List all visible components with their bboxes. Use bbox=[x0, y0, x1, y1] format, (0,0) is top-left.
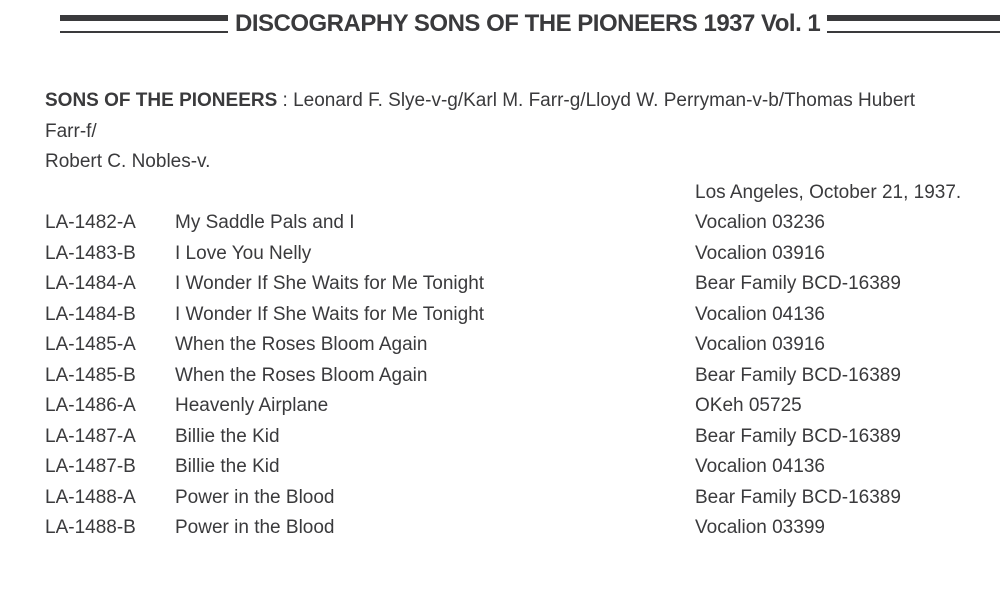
matrix-number: LA-1482-A bbox=[45, 212, 136, 233]
table-row bbox=[45, 269, 1000, 300]
page-title: DISCOGRAPHY SONS OF THE PIONEERS 1937 Vol. 1 bbox=[235, 10, 821, 37]
release-label: Bear Family BCD-16389 bbox=[695, 486, 901, 508]
matrix-number: LA-1487-A bbox=[45, 425, 136, 447]
release-label: Vocalion 03399 bbox=[695, 517, 825, 538]
matrix-number: LA-1485-A bbox=[45, 334, 136, 355]
matrix-number: LA-1488-B bbox=[45, 517, 136, 538]
song-title: When the Roses Bloom Again bbox=[175, 334, 428, 355]
header-rule-left bbox=[60, 15, 228, 33]
table-row bbox=[45, 361, 1000, 392]
release-label: Vocalion 03916 bbox=[695, 334, 825, 355]
matrix-number: LA-1484-A bbox=[45, 273, 136, 294]
table-row bbox=[45, 391, 1000, 422]
matrix-number: LA-1483-B bbox=[45, 242, 136, 264]
song-title: Power in the Blood bbox=[175, 517, 335, 538]
header-rule-right bbox=[827, 15, 1000, 33]
release-label: OKeh 05725 bbox=[695, 395, 802, 416]
song-title: Heavenly Airplane bbox=[175, 395, 329, 416]
discography-table bbox=[45, 208, 1000, 544]
song-title: I Wonder If She Waits for Me Tonight bbox=[175, 303, 485, 325]
release-label: Vocalion 04136 bbox=[695, 303, 825, 325]
release-label: Vocalion 03236 bbox=[695, 212, 825, 233]
song-title: I Love You Nelly bbox=[175, 242, 312, 264]
song-title: Power in the Blood bbox=[175, 486, 335, 508]
table-row bbox=[45, 513, 1000, 544]
page-header bbox=[60, 8, 1000, 40]
personnel-members-line2: Robert C. Nobles-v. bbox=[45, 151, 211, 172]
table-row bbox=[45, 330, 1000, 361]
matrix-number: LA-1486-A bbox=[45, 395, 136, 416]
song-title: Billie the Kid bbox=[175, 425, 280, 447]
release-label: Bear Family BCD-16389 bbox=[695, 273, 901, 294]
table-row bbox=[45, 422, 1000, 453]
song-title: My Saddle Pals and I bbox=[175, 212, 355, 233]
personnel-block bbox=[45, 86, 960, 178]
matrix-number: LA-1484-B bbox=[45, 303, 136, 325]
group-name: SONS OF THE PIONEERS bbox=[45, 90, 278, 111]
release-label: Bear Family BCD-16389 bbox=[695, 425, 901, 447]
session-location-date: Los Angeles, October 21, 1937. bbox=[695, 181, 962, 203]
table-row bbox=[45, 300, 1000, 331]
release-label: Vocalion 04136 bbox=[695, 456, 825, 477]
matrix-number: LA-1485-B bbox=[45, 364, 136, 386]
release-label: Vocalion 03916 bbox=[695, 242, 825, 264]
table-row bbox=[45, 208, 1000, 239]
song-title: When the Roses Bloom Again bbox=[175, 364, 428, 386]
table-row bbox=[45, 452, 1000, 483]
table-row bbox=[45, 239, 1000, 270]
matrix-number: LA-1487-B bbox=[45, 456, 136, 477]
release-label: Bear Family BCD-16389 bbox=[695, 364, 901, 386]
matrix-number: LA-1488-A bbox=[45, 486, 136, 508]
song-title: Billie the Kid bbox=[175, 456, 280, 477]
table-row bbox=[45, 483, 1000, 514]
personnel-members-line1: : Leonard F. Slye-v-g/Karl M. Farr-g/Lloyd W. Perryman-v-b/Thomas Hubert Farr-f/ bbox=[45, 90, 916, 142]
song-title: I Wonder If She Waits for Me Tonight bbox=[175, 273, 485, 294]
